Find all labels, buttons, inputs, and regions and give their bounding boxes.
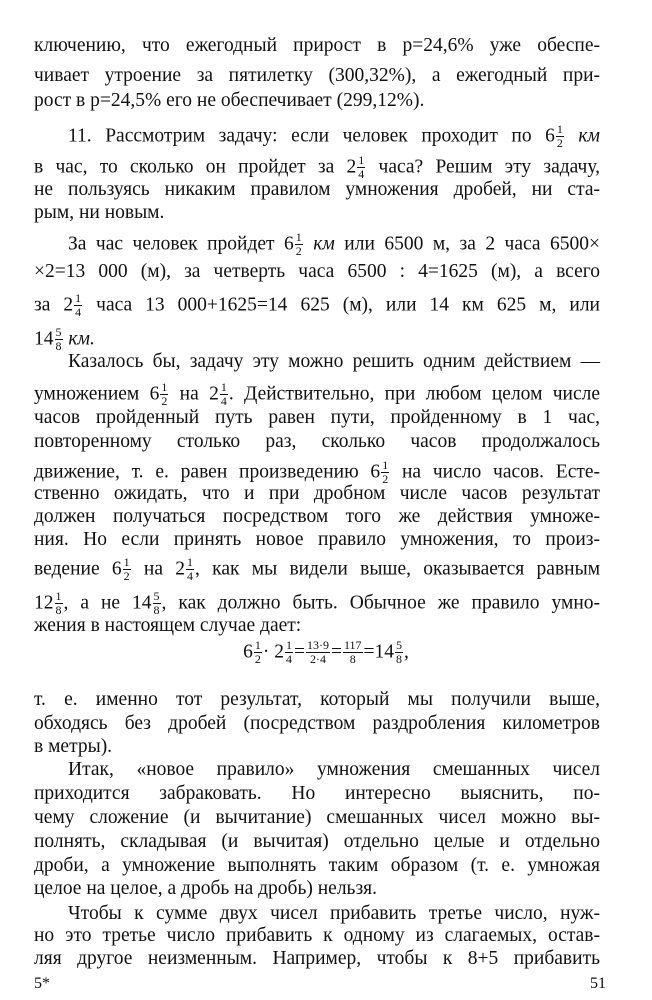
text-line: т. е. именно тот результат, который мы получили выше, <box>34 689 600 710</box>
fraction: $\frac{1}{2}$ <box>161 380 168 408</box>
text-line: дроби, а умножение выполнять таким образом (т. е. умножая <box>34 855 600 876</box>
fraction: $\frac{117}{8}$ <box>343 638 362 666</box>
fraction: $\frac{1}{4}$ <box>358 153 365 181</box>
text-line: ственно ожидать, что и при дробном числе часов результат <box>34 483 600 504</box>
fraction: $\frac{1}{2}$ <box>123 555 130 583</box>
text-line: 12 $\frac{1}{8}$ , а не 14 $\frac{5}{8}$ , как должно быть. Обычное же правило умно- <box>34 589 600 617</box>
text-line: движение, т. е. равен произведению 6 $\frac{1}{2}$ на число часов. Есте- <box>34 458 601 486</box>
fraction: $\frac{5}{8}$ <box>153 589 160 617</box>
task-11-line: 11. Рассмотрим задачу: если человек проходит по 6 $\frac{1}{2}$ км <box>68 122 600 150</box>
text-line: умножением 6 $\frac{1}{2}$ на 2 $\frac{1}{4}$ . Действительно, при любом целом числе <box>34 380 601 408</box>
fraction: $\frac{5}{8}$ <box>55 325 62 353</box>
text-line: рым, ни новым. <box>34 202 165 223</box>
text-line: 14 $\frac{5}{8}$ км. <box>34 325 95 353</box>
text-line: приходится забраковать. Но интересно выяснить, по- <box>34 783 600 804</box>
fraction: $\frac{1}{2}$ <box>254 638 261 666</box>
text-line: ведение 6 $\frac{1}{2}$ на 2 $\frac{1}{4}$ , как мы видели выше, оказывается равным <box>34 555 601 583</box>
fraction: $\frac{1}{2}$ <box>556 122 563 150</box>
fraction: $\frac{1}{8}$ <box>55 589 62 617</box>
fraction: $\frac{13\cdot 9}{2\cdot 4}$ <box>306 638 329 666</box>
fraction: $\frac{1}{2}$ <box>295 230 302 258</box>
fraction: $\frac{1}{4}$ <box>187 555 194 583</box>
fraction: $\frac{1}{4}$ <box>285 638 292 666</box>
text-line: ния. Но если принять новое правило умножения, то произ- <box>34 529 600 550</box>
text-line: жения в настоящем случае дает: <box>34 615 302 636</box>
signature-mark: 5* <box>34 975 50 992</box>
page-number: 51 <box>590 975 606 992</box>
text-line: полнять, складывая (и вычитая) отдельно целые и отдельно <box>34 831 600 852</box>
fraction: $\frac{1}{4}$ <box>75 291 82 319</box>
equation: 6 $\frac{1}{2}$ · 2 $\frac{1}{4}$ = $\frac{13\cdot 9}{2\cdot 4}$ = $\frac{117}{8}$ =14 $\frac{5}{8}$ , <box>243 638 409 666</box>
text-line: не пользуясь никаким правилом умножения дробей, ни ста- <box>34 179 600 200</box>
text-line: ×2=13 000 (м), за четверть часа 6500 : 4=1625 (м), а всего <box>34 261 600 282</box>
text-line: повторенному столько раз, сколько часов продолжалось <box>34 431 600 452</box>
text-line: чивает утроение за пятилетку (300,32%), а ежегодный при- <box>34 65 600 86</box>
text-line: но это третье число прибавить к одному из слагаемых, остав- <box>34 925 600 946</box>
text-line: рост в р=24,5% его не обеспечивает (299,12%). <box>34 90 425 111</box>
text-line: обходясь без дробей (посредством раздробления километров <box>34 713 600 734</box>
text-line: часов пройденный путь равен пути, пройденному в 1 час, <box>34 407 600 428</box>
text-line: целое на целое, а дробь на дробь) нельзя. <box>34 878 377 899</box>
text-line: За час человек пройдет 6 $\frac{1}{2}$ км или 6500 м, за 2 часа 6500× <box>68 230 601 258</box>
text-line: за 2 $\frac{1}{4}$ часа 13 000+1625=14 625 (м), или 14 км 625 м, или <box>34 291 600 319</box>
text-line: Итак, «новое правило» умножения смешанных чисел <box>68 759 600 780</box>
text-line: в час, то сколько он пройдет за 2 $\frac{1}{4}$ часа? Решим эту задачу, <box>34 153 601 181</box>
fraction: $\frac{5}{8}$ <box>396 638 403 666</box>
text-line: чему сложение (и вычитание) смешанных чисел можно вы- <box>34 807 600 828</box>
fraction: $\frac{1}{2}$ <box>382 458 389 486</box>
text-line: должен получаться посредством того же действия умноже- <box>34 506 600 527</box>
text-line: в метры). <box>34 736 113 757</box>
task-number: 11. <box>68 125 92 147</box>
text-line: Чтобы к сумме двух чисел прибавить третье число, нуж- <box>68 903 600 924</box>
fraction: $\frac{1}{4}$ <box>220 380 227 408</box>
text-line: ключению, что ежегодный прирост в р=24,6% уже обеспе- <box>34 35 600 56</box>
text-line: Казалось бы, задачу эту можно решить одним действием — <box>68 351 600 372</box>
text-line: ляя другое неизменным. Например, чтобы к 8+5 прибавить <box>34 948 600 969</box>
